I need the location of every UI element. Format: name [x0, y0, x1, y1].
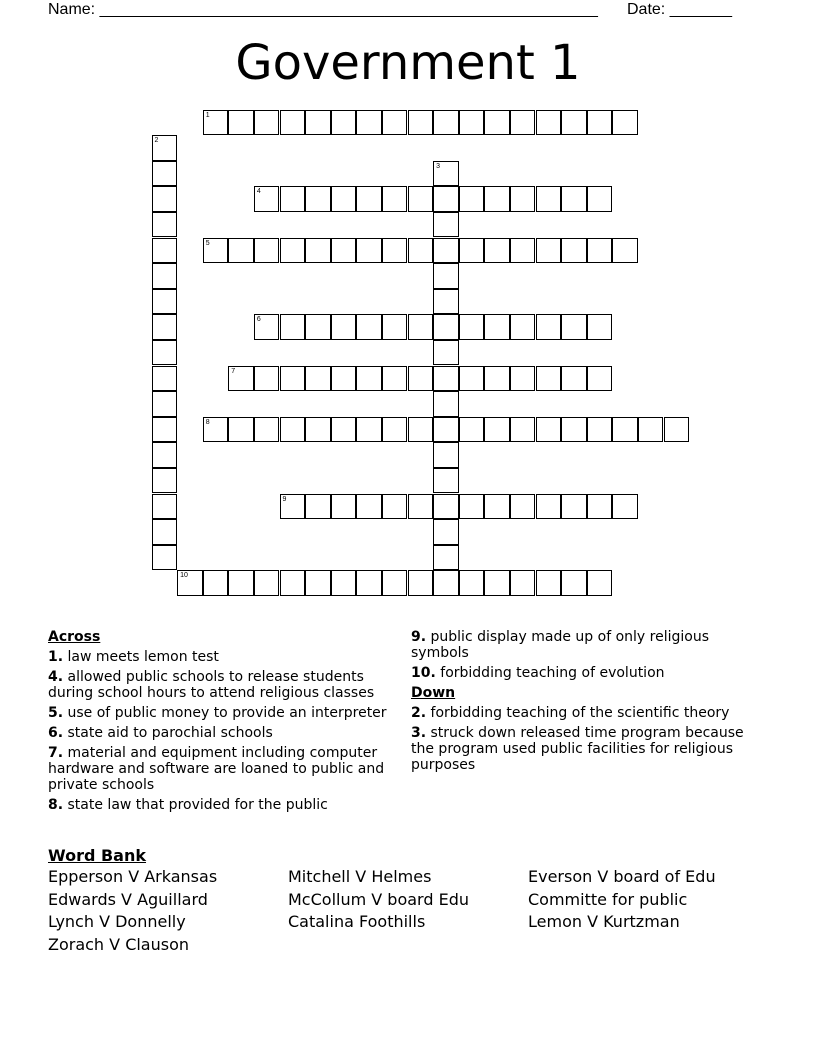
- crossword-cell: [459, 314, 485, 340]
- crossword-cell: [305, 186, 331, 212]
- crossword-cell: [280, 417, 306, 443]
- crossword-cell: [433, 186, 459, 212]
- crossword-cell: [382, 494, 408, 520]
- clue-number: 7: [231, 367, 236, 375]
- word-bank-entry: Catalina Foothills: [288, 912, 426, 932]
- crossword-cell: [536, 366, 562, 392]
- word-bank-column-2: [288, 866, 469, 934]
- clue-across-10: 10. forbidding teaching of evolution: [411, 665, 665, 681]
- crossword-cell: [305, 238, 331, 264]
- clue-number: 9: [282, 495, 287, 503]
- crossword-cell: [254, 417, 280, 443]
- crossword-cell: [536, 186, 562, 212]
- crossword-cell: [356, 238, 382, 264]
- crossword-cell: [587, 314, 613, 340]
- word-bank-entry: McCollum V board Edu: [288, 889, 469, 909]
- clue-number: 4: [256, 188, 261, 196]
- name-field-label: Name: ________________________________________________________: [48, 1, 598, 18]
- word-bank-entry: Lynch V Donnelly: [48, 912, 186, 932]
- crossword-cell: [228, 417, 254, 443]
- crossword-cell: [433, 289, 459, 315]
- crossword-cell: [152, 519, 178, 545]
- crossword-cell: [612, 417, 638, 443]
- clue-number: 3: [436, 162, 440, 170]
- crossword-cell: [228, 570, 254, 596]
- clue-down-2: 2. forbidding teaching of the scientific theory: [411, 705, 730, 721]
- crossword-cell: [638, 417, 664, 443]
- crossword-cell: [433, 212, 459, 238]
- crossword-cell: [510, 417, 536, 443]
- crossword-cell: [152, 186, 178, 212]
- crossword-cell: [664, 417, 690, 443]
- crossword-cell: [152, 417, 178, 443]
- crossword-cell: [382, 238, 408, 264]
- crossword-cell: [280, 366, 306, 392]
- crossword-cell: [561, 570, 587, 596]
- crossword-cell: [536, 110, 562, 136]
- crossword-cell: [254, 366, 280, 392]
- crossword-cell: [331, 417, 357, 443]
- crossword-cell: [587, 494, 613, 520]
- clue-across-7: 7. material and equipment including computer hardware and software are loaned to public and private schools: [48, 745, 385, 793]
- crossword-cell: [433, 314, 459, 340]
- crossword-cell: [433, 263, 459, 289]
- crossword-cell: [254, 570, 280, 596]
- crossword-cell: [408, 186, 434, 212]
- crossword-cell: [510, 366, 536, 392]
- crossword-cell: [152, 442, 178, 468]
- crossword-cell: [305, 570, 331, 596]
- crossword-cell: [561, 417, 587, 443]
- crossword-cell: [356, 366, 382, 392]
- crossword-cell: [561, 186, 587, 212]
- crossword-cell: [356, 314, 382, 340]
- crossword-cell: [152, 314, 178, 340]
- crossword-cell: [382, 366, 408, 392]
- clue-number: 10: [180, 572, 188, 580]
- crossword-cell: [612, 110, 638, 136]
- crossword-cell: [280, 570, 306, 596]
- crossword-cell: [177, 570, 203, 596]
- crossword-cell: [612, 494, 638, 520]
- crossword-cell: [152, 366, 178, 392]
- crossword-cell: [459, 186, 485, 212]
- clue-across-6: 6. state aid to parochial schools: [48, 725, 273, 741]
- crossword-cell: [280, 186, 306, 212]
- crossword-cell: [152, 468, 178, 494]
- crossword-cell: [408, 238, 434, 264]
- crossword-cell: [382, 314, 408, 340]
- crossword-cell: [536, 494, 562, 520]
- crossword-cell: [280, 110, 306, 136]
- crossword-cell: [254, 186, 280, 212]
- crossword-cell: [459, 417, 485, 443]
- word-bank-entry: Everson V board of Edu: [528, 867, 716, 886]
- crossword-cell: [152, 289, 178, 315]
- crossword-cell: [408, 110, 434, 136]
- crossword-cell: [152, 545, 178, 571]
- crossword-cell: [510, 570, 536, 596]
- word-bank-entry: Zorach V Clauson: [48, 935, 190, 955]
- page-title: Government 1: [235, 35, 581, 91]
- crossword-cell: [305, 494, 331, 520]
- crossword-cell: [305, 110, 331, 136]
- crossword-cell: [356, 110, 382, 136]
- crossword-cell: [587, 570, 613, 596]
- crossword-cell: [587, 366, 613, 392]
- crossword-cell: [433, 161, 459, 187]
- word-bank-entry: Edwards V Aguillard: [48, 889, 208, 909]
- crossword-cell: [152, 340, 178, 366]
- crossword-cell: [433, 238, 459, 264]
- word-bank-entry: Epperson V Arkansas: [48, 867, 218, 886]
- date-field-label: Date: _______: [627, 1, 732, 18]
- crossword-cell: [280, 238, 306, 264]
- crossword-cell: [228, 238, 254, 264]
- crossword-cell: [331, 186, 357, 212]
- crossword-cell: [510, 186, 536, 212]
- crossword-cell: [331, 110, 357, 136]
- crossword-cell: [587, 110, 613, 136]
- crossword-cell: [152, 135, 178, 161]
- crossword-cell: [228, 110, 254, 136]
- crossword-cell: [152, 494, 178, 520]
- crossword-cell: [280, 314, 306, 340]
- word-bank-column-3: [528, 866, 716, 934]
- crossword-cell: [356, 570, 382, 596]
- crossword-cell: [305, 366, 331, 392]
- crossword-cell: [203, 570, 229, 596]
- clue-number: 1: [205, 111, 210, 119]
- crossword-cell: [484, 238, 510, 264]
- crossword-cell: [254, 110, 280, 136]
- word-bank-entry: Lemon V Kurtzman: [528, 912, 680, 932]
- crossword-cell: [433, 110, 459, 136]
- crossword-cell: [152, 212, 178, 238]
- crossword-cell: [433, 442, 459, 468]
- crossword-cell: [459, 110, 485, 136]
- crossword-cell: [280, 494, 306, 520]
- crossword-cell: [331, 314, 357, 340]
- crossword-cell: [587, 238, 613, 264]
- crossword-cell: [433, 417, 459, 443]
- crossword-cell: [254, 238, 280, 264]
- crossword-cell: [561, 110, 587, 136]
- crossword-cell: [254, 314, 280, 340]
- crossword-cell: [459, 366, 485, 392]
- word-bank-heading: Word Bank: [48, 846, 147, 865]
- crossword-cell: [561, 366, 587, 392]
- crossword-cell: [433, 468, 459, 494]
- word-bank-column-1: [48, 866, 217, 957]
- crossword-cell: [433, 545, 459, 571]
- crossword-cell: [152, 391, 178, 417]
- crossword-cell: [510, 494, 536, 520]
- crossword-cell: [484, 186, 510, 212]
- crossword-cell: [484, 110, 510, 136]
- crossword-cell: [408, 417, 434, 443]
- clue-across-4: 4. allowed public schools to release students during school hours to attend religious classes: [48, 669, 375, 701]
- crossword-cell: [587, 186, 613, 212]
- crossword-cell: [536, 570, 562, 596]
- crossword-cell: [484, 314, 510, 340]
- crossword-cell: [536, 417, 562, 443]
- crossword-cell: [408, 366, 434, 392]
- crossword-cell: [382, 186, 408, 212]
- crossword-cell: [484, 417, 510, 443]
- crossword-cell: [408, 494, 434, 520]
- crossword-cell: [433, 340, 459, 366]
- crossword-cell: [459, 570, 485, 596]
- crossword-cell: [510, 110, 536, 136]
- down-heading: Down: [411, 685, 456, 701]
- crossword-cell: [203, 110, 229, 136]
- crossword-cell: [408, 570, 434, 596]
- clue-number: 2: [154, 137, 159, 145]
- clue-down-3: 3. struck down released time program because the program used public facilities for religious purposes: [411, 725, 744, 773]
- crossword-cell: [561, 314, 587, 340]
- crossword-cell: [612, 238, 638, 264]
- crossword-cell: [356, 186, 382, 212]
- crossword-cell: [433, 366, 459, 392]
- crossword-cell: [484, 366, 510, 392]
- crossword-cell: [561, 494, 587, 520]
- crossword-cell: [382, 570, 408, 596]
- crossword-cell: [382, 110, 408, 136]
- clue-across-8: 8. state law that provided for the public: [48, 797, 328, 813]
- crossword-cell: [228, 366, 254, 392]
- clue-number: 6: [256, 316, 261, 324]
- word-bank-entry: Mitchell V Helmes: [288, 867, 432, 886]
- crossword-cell: [152, 263, 178, 289]
- crossword-cell: [433, 494, 459, 520]
- crossword-cell: [331, 570, 357, 596]
- crossword-cell: [331, 366, 357, 392]
- crossword-cell: [433, 519, 459, 545]
- crossword-cell: [356, 494, 382, 520]
- crossword-cell: [459, 238, 485, 264]
- crossword-cell: [433, 391, 459, 417]
- across-heading: Across: [48, 629, 101, 645]
- crossword-cell: [510, 314, 536, 340]
- crossword-cell: [203, 238, 229, 264]
- clue-number: 8: [205, 418, 210, 426]
- clue-number: 5: [205, 239, 210, 247]
- crossword-cell: [433, 570, 459, 596]
- crossword-cell: [484, 494, 510, 520]
- crossword-cell: [305, 417, 331, 443]
- crossword-cell: [536, 314, 562, 340]
- crossword-cell: [382, 417, 408, 443]
- clue-across-9: 9. public display made up of only religious symbols: [411, 629, 709, 661]
- crossword-cell: [203, 417, 229, 443]
- crossword-cell: [152, 161, 178, 187]
- crossword-cell: [587, 417, 613, 443]
- clue-across-1: 1. law meets lemon test: [48, 649, 219, 665]
- crossword-cell: [561, 238, 587, 264]
- clues-column-left: [48, 629, 408, 817]
- crossword-cell: [152, 238, 178, 264]
- crossword-cell: [331, 494, 357, 520]
- word-bank-entry: Committe for public: [528, 889, 688, 909]
- crossword-cell: [408, 314, 434, 340]
- crossword-cell: [356, 417, 382, 443]
- crossword-cell: [331, 238, 357, 264]
- crossword-cell: [305, 314, 331, 340]
- clue-across-5: 5. use of public money to provide an interpreter: [48, 705, 387, 721]
- clues-column-right: [411, 629, 771, 777]
- crossword-cell: [459, 494, 485, 520]
- crossword-cell: [510, 238, 536, 264]
- crossword-cell: [484, 570, 510, 596]
- crossword-cell: [536, 238, 562, 264]
